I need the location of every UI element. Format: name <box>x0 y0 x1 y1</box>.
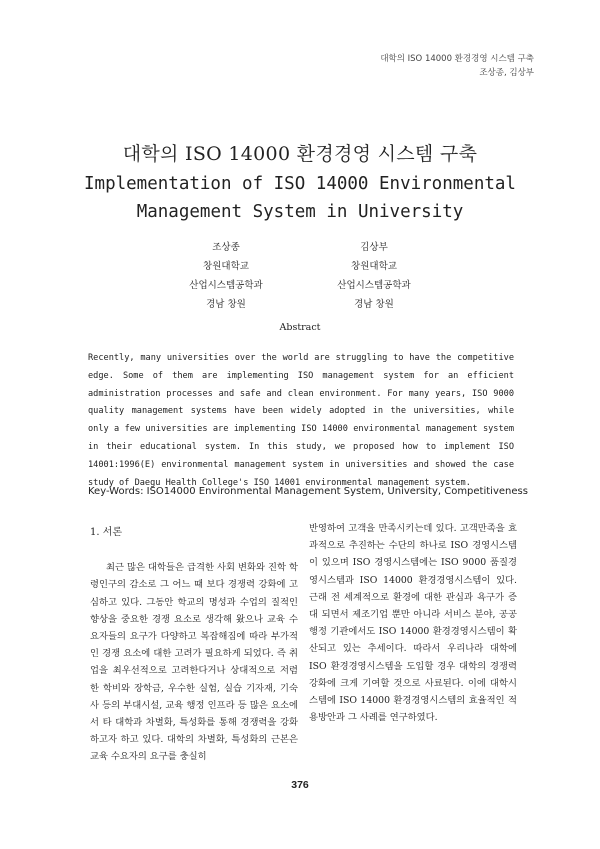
author-department: 산업시스템공학과 <box>189 280 263 291</box>
author-1 <box>161 238 291 314</box>
title-english-line2: Management System in University <box>136 202 464 222</box>
keywords: Key-Words: ISO14000 Environmental Management System, University, Competitiveness <box>88 486 528 497</box>
right-column <box>309 520 517 726</box>
title-korean: 대학의 ISO 14000 환경경영 시스템 구축 <box>122 143 478 165</box>
author-location: 경남 창원 <box>206 299 246 310</box>
author-affiliation: 창원대학교 <box>351 261 397 272</box>
section-heading: 1. 서론 <box>90 527 123 538</box>
body-paragraph-right: 반영하여 고객을 만족시키는데 있다. 고객만족을 효과적으로 추진하는 수단의 하나로 ISO 경영시스템이 있으며 ISO 경영시스템에는 ISO 9000 품질경영시스템과 ISO 14000 환경경영시스템이 있다. 근래 전 세계적으로 환경에 대한 관심과 욕구가 증대 되면서 제조기업 뿐만 아니라 서비스 분야, 공공 행정 기관에서도 ISO 14000 환경경영시스템이 확산되고 있는 추세이다. 따라서 우리나라 대학에 ISO 환경경영시스템을 도입할 경우 대학의 경쟁력 강화에 크게 기여할 것으로 사료된다. 이에 대학시스템에 ISO 14000 환경경영시스템의 효율적인 적용방안과 그 사례를 연구하였다. <box>309 523 517 724</box>
running-head-authors: 조상종, 김상부 <box>479 68 534 78</box>
abstract-heading: Abstract <box>279 322 321 333</box>
title-english-line1: Implementation of ISO 14000 Environmental <box>84 174 516 194</box>
author-2 <box>309 238 439 314</box>
author-affiliation: 창원대학교 <box>203 261 249 272</box>
author-block <box>0 238 600 314</box>
author-name: 조상종 <box>212 242 240 253</box>
body-paragraph-left: 최근 많은 대학들은 급격한 사회 변화와 진학 학령인구의 감소로 그 어느 때 보다 경쟁력 강화에 고심하고 있다. 그동안 학교의 명성과 수업의 질적인 향상을 중요한 경쟁 요소로 생각해 왔으나 교육 수요자들의 요구가 다양하고 복잡해짐에 따라 부가적인 경쟁 요소에 대한 고려가 필요하게 되었다. 즉 취업을 최우선적으로 고려한다거나 상대적으로 저렴한 학비와 장학금, 우수한 실험, 실습 기자재, 기숙사 등의 부대시설, 교육 행정 인프라 등 많은 요소에서 타 대학과 차별화, 특성화를 통해 경쟁력을 강화하고자 하고 있다. 대학의 차별화, 특성화의 근본은 교육 수요자의 요구를 충실히 <box>90 562 298 763</box>
author-location: 경남 창원 <box>354 299 394 310</box>
title-block <box>0 142 600 226</box>
running-head-title: 대학의 ISO 14000 환경경영 시스템 구축 <box>380 54 534 64</box>
left-column <box>90 520 298 766</box>
author-department: 산업시스템공학과 <box>337 280 411 291</box>
page-number: 376 <box>291 779 309 791</box>
abstract-text: Recently, many universities over the world are struggling to have the competitive edge. Some of them are implementing ISO management system for an efficient administration processes and safe and clean environment. For many years, ISO 9000 quality management systems have been widely adopted in the universities, while only a few universities are implementing ISO 14000 environmental management system in their educational system. In this study, we proposed how to implement ISO 14001:1996(E) environmental management system in universities and showed the case study of Daegu Health College's ISO 14001 environmental management system. <box>88 353 514 488</box>
author-name: 김상부 <box>360 242 388 253</box>
running-head <box>380 52 534 80</box>
